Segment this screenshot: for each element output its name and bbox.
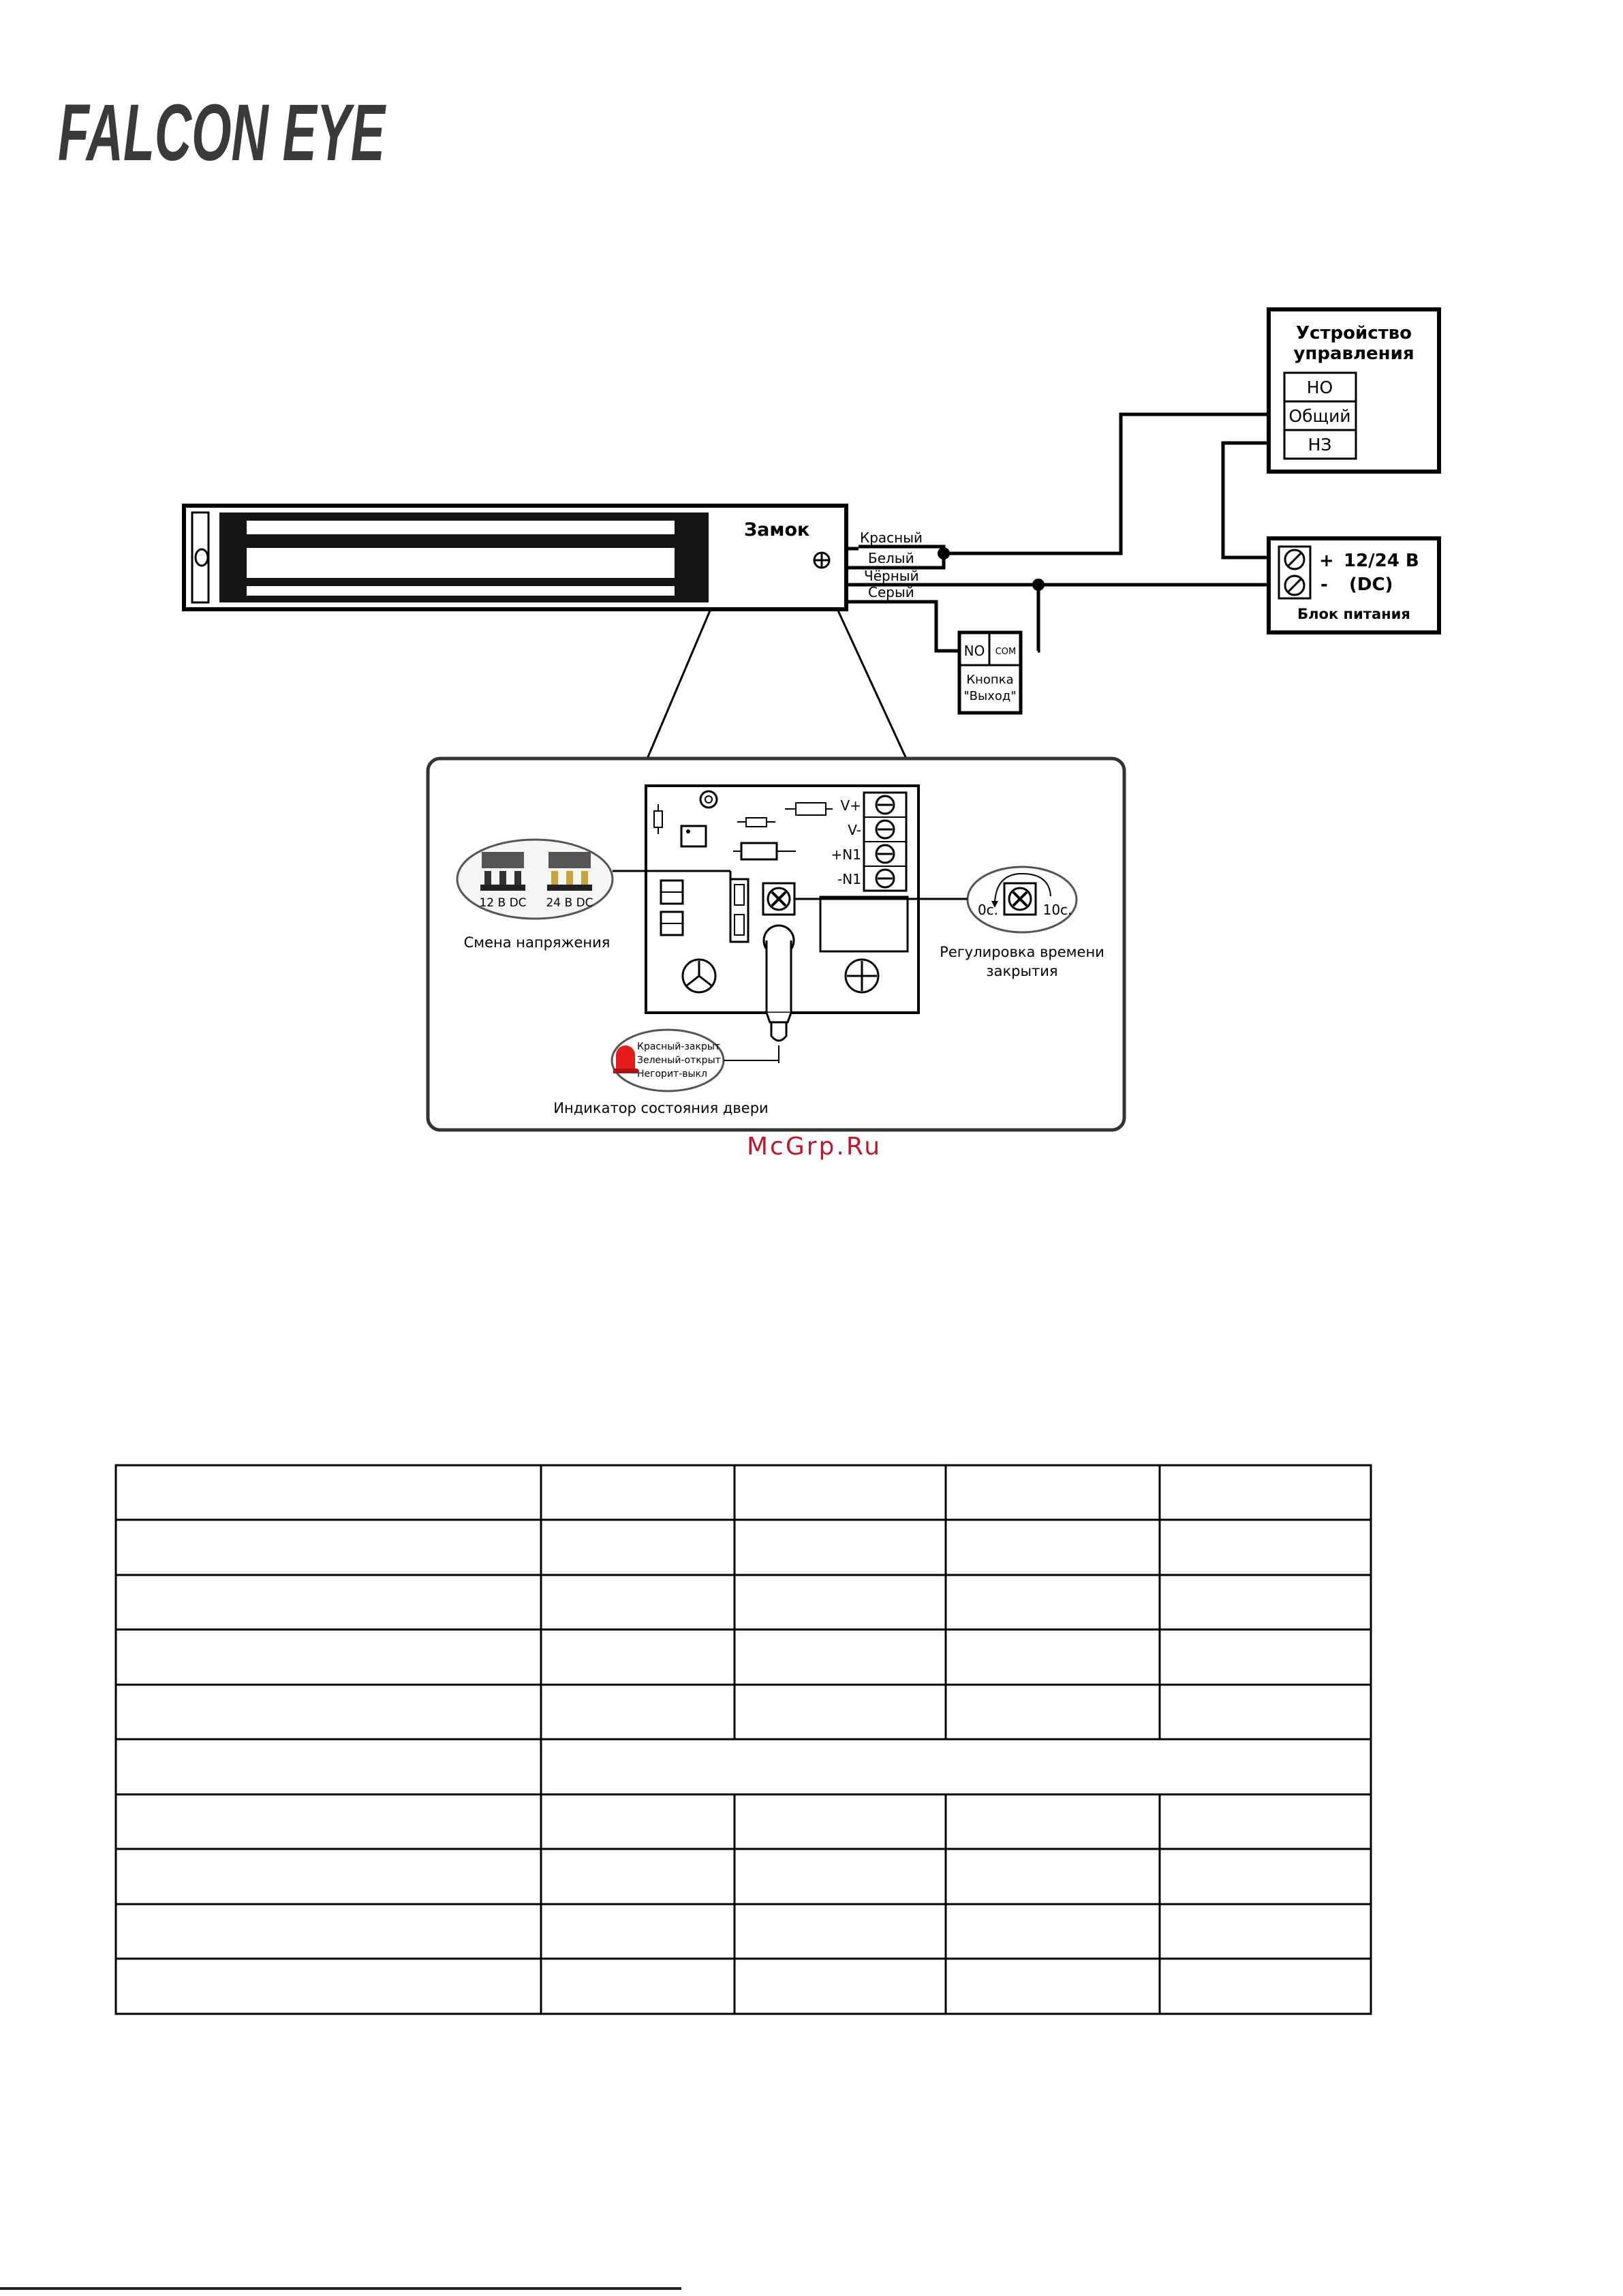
led-stalk xyxy=(767,940,791,1013)
watermark: McGrp.Ru xyxy=(746,1133,882,1161)
power-supply xyxy=(1269,538,1439,632)
callout-line xyxy=(838,611,906,759)
controller-title-line2: управления xyxy=(1293,343,1415,364)
exit-button xyxy=(959,632,1021,713)
wire-label-white: Белый xyxy=(868,550,914,566)
timer-min: 0с. xyxy=(977,902,999,918)
terminal-n1-minus: -N1 xyxy=(837,871,861,887)
power-dc: (DC) xyxy=(1349,575,1393,595)
voltage-change-label: Смена напряжения xyxy=(463,934,610,951)
led-state-off: Негорит-выкл xyxy=(637,1069,707,1080)
terminal-v-plus: V+ xyxy=(840,797,861,814)
control-device xyxy=(1269,309,1439,472)
power-label: Блок питания xyxy=(1297,606,1410,622)
jumper-label-24v: 24 В DC xyxy=(546,896,593,910)
relay-icon xyxy=(820,897,908,951)
exit-label-line2: "Выход" xyxy=(963,689,1017,703)
timer-label-line1: Регулировка времени xyxy=(940,944,1104,960)
power-voltage: 12/24 В xyxy=(1344,551,1419,571)
magnetic-lock xyxy=(184,506,846,609)
power-minus: - xyxy=(1320,575,1328,595)
exit-no: NO xyxy=(963,643,985,659)
screw-icon xyxy=(814,553,829,568)
jumper-label-12v: 12 В DC xyxy=(479,896,527,910)
jumper-12v-icon xyxy=(480,852,525,891)
terminal-v-minus: V- xyxy=(848,822,861,838)
led-state-green: Зеленый-открыт xyxy=(637,1055,721,1066)
terminal-nz: НЗ xyxy=(1308,435,1332,455)
wire-label-gray: Серый xyxy=(868,584,914,600)
wire-label-red: Красный xyxy=(860,530,923,546)
timer-max: 10с. xyxy=(1042,902,1072,918)
led-icon xyxy=(771,1022,786,1041)
jumper-24v-icon xyxy=(547,852,592,891)
indicator-label: Индикатор состояния двери xyxy=(553,1100,769,1116)
wire-label-black: Чёрный xyxy=(864,568,919,584)
controller-title-line1: Устройство xyxy=(1295,323,1412,343)
callout-line xyxy=(647,611,710,759)
mount-screw-icon xyxy=(846,960,878,992)
led-state-red: Красный-закрыт xyxy=(637,1041,721,1052)
lock-label: Замок xyxy=(744,519,810,540)
junction-dot xyxy=(938,547,950,560)
terminal-common: Общий xyxy=(1288,406,1351,426)
terminal-n1-plus: +N1 xyxy=(831,846,861,863)
junction-dot xyxy=(1032,579,1045,591)
footer-rule xyxy=(0,2287,681,2290)
falcon-eye-logo: FALCON EYE xyxy=(58,88,387,178)
power-plus: + xyxy=(1319,551,1334,571)
exit-label-line1: Кнопка xyxy=(966,673,1014,687)
spec-table xyxy=(116,1465,1371,2014)
timer-label-line2: закрытия xyxy=(986,963,1058,979)
terminal-no: НО xyxy=(1306,378,1333,397)
exit-com: COM xyxy=(995,647,1017,657)
